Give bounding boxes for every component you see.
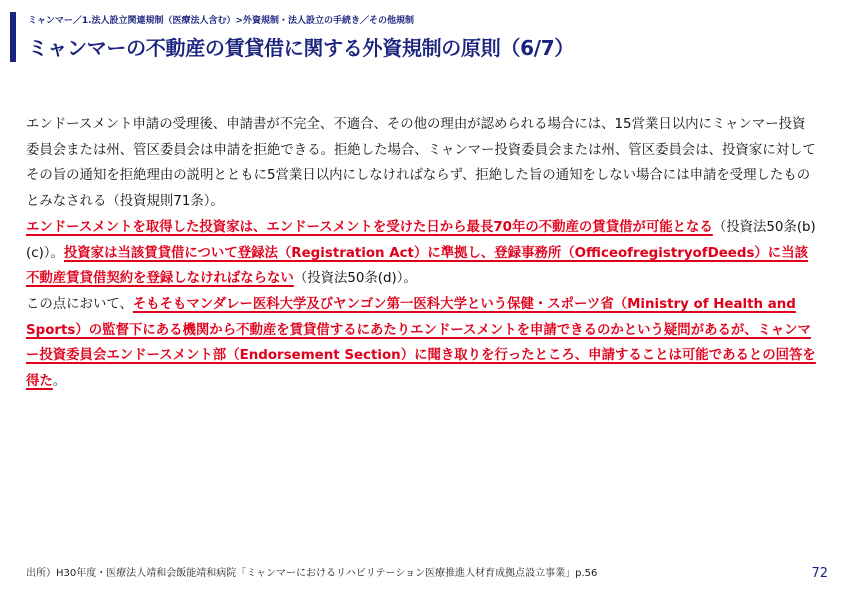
highlight-registration: 投資家は当該賃貸借について登録法（Registration Act）に準拠し、登録事務所（OfficeofregistryofDeeds）に当該不動産賃貸借契約を登録しなければならない bbox=[26, 245, 808, 287]
source-note: 出所）H30年度・医療法人靖和会飯能靖和病院「ミャンマーにおけるリハビリテーション医療推進人材育成拠点設立事業」p.56 bbox=[26, 568, 598, 579]
body-text bbox=[26, 112, 818, 395]
paragraph-lease-term bbox=[26, 215, 818, 292]
page-number: 72 bbox=[811, 566, 828, 581]
page-title: ミャンマーの不動産の賃貸借に関する外資規制の原則（6/7） bbox=[28, 36, 575, 60]
highlight-ministry-inquiry: そもそもマンダレー医科大学及びヤンゴン第一医科大学という保健・スポーツ省（Ministry of Health and Sports）の監督下にある機関から不動産を賃貸借するにあたりエンドースメントを申請できるのかという疑問があるが、ミャンマー投資委員会エンドースメント部（Endorsement Section）に聞き取りを行ったところ、申請することは可能であるとの回答を得た bbox=[26, 296, 816, 390]
citation-50d: （投資法50条(d)）。 bbox=[293, 271, 417, 287]
highlight-lease-term: エンドースメントを取得した投資家は、エンドースメントを受けた日から最長70年の不動産の賃貸借が可能となる bbox=[26, 219, 713, 235]
breadcrumb: ミャンマー／1.法人設立関連規制（医療法人含む）>外資規制・法人設立の手続き／その他規制 bbox=[28, 16, 415, 26]
paragraph-endorsement-rejection: エンドースメント申請の受理後、申請書が不完全、不適合、その他の理由が認められる場合には、15営業日以内にミャンマー投資委員会または州、管区委員会は申請を拒絶できる。拒絶した場合、ミャンマー投資委員会または州、管区委員会は、投資家に対してその旨の通知を拒絶理由の説明とともに5営業日以内にしなければならず、拒絶した旨の通知をしない場合には申請を受理したものとみなされる（投資規則71条）。 bbox=[26, 117, 816, 210]
title-accent-bar bbox=[10, 12, 16, 62]
paragraph-ministry-inquiry bbox=[26, 292, 818, 395]
citation-50bc: （投資法50条(b)(c)）。 bbox=[26, 219, 816, 261]
paragraph-intro: この点において、 bbox=[26, 296, 133, 312]
paragraph-end: 。 bbox=[52, 374, 67, 390]
